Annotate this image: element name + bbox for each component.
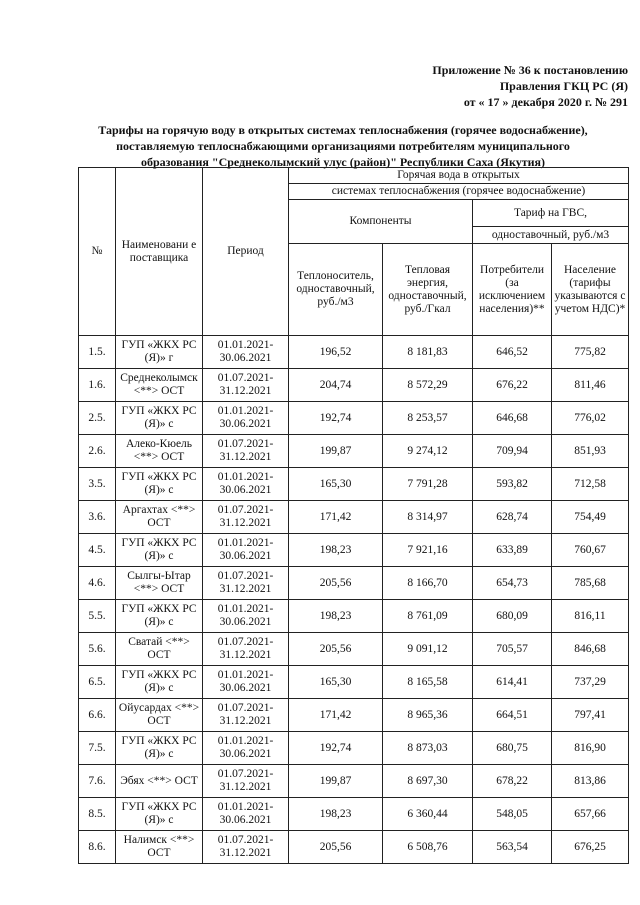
row-num: 4.5. (79, 534, 116, 567)
header-supplier: Наименовани е поставщика (116, 168, 203, 336)
row-heat-energy: 7 921,16 (383, 534, 473, 567)
header-components: Компоненты (289, 200, 473, 244)
appendix-line-1: Приложение № 36 к постановлению (432, 63, 628, 77)
row-heat-energy: 9 091,12 (383, 633, 473, 666)
row-num: 2.5. (79, 402, 116, 435)
row-population: 816,90 (552, 732, 629, 765)
row-consumers: 593,82 (473, 468, 552, 501)
row-num: 7.6. (79, 765, 116, 798)
row-heat-carrier: 205,56 (289, 567, 383, 600)
title-line-1: Тарифы на горячую воду в открытых системах теплоснабжения (горячее водоснабжение), (98, 123, 588, 137)
row-period: 01.07.2021-31.12.2021 (203, 369, 289, 402)
row-consumers: 680,75 (473, 732, 552, 765)
row-population: 775,82 (552, 336, 629, 369)
header-num: № (79, 168, 116, 336)
row-supplier: Сылгы-Ытар <**> ОСТ (116, 567, 203, 600)
row-consumers: 654,73 (473, 567, 552, 600)
row-consumers: 676,22 (473, 369, 552, 402)
row-heat-carrier: 171,42 (289, 501, 383, 534)
header-hot-water-line-1: Горячая вода в открытых (289, 168, 629, 184)
row-period: 01.07.2021-31.12.2021 (203, 765, 289, 798)
table-row (79, 534, 629, 567)
row-consumers: 646,52 (473, 336, 552, 369)
row-population: 785,68 (552, 567, 629, 600)
row-consumers: 678,22 (473, 765, 552, 798)
table-row (79, 567, 629, 600)
row-period: 01.01.2021-30.06.2021 (203, 798, 289, 831)
row-heat-carrier: 171,42 (289, 699, 383, 732)
table-row (79, 699, 629, 732)
row-population: 760,67 (552, 534, 629, 567)
row-num: 4.6. (79, 567, 116, 600)
title-line-2: поставляемую теплоснабжающими организациями потребителям муниципального (116, 139, 570, 153)
row-supplier: Налимск <**> ОСТ (116, 831, 203, 864)
row-heat-carrier: 205,56 (289, 831, 383, 864)
row-population: 816,11 (552, 600, 629, 633)
row-consumers: 633,89 (473, 534, 552, 567)
row-num: 1.5. (79, 336, 116, 369)
row-heat-energy: 6 360,44 (383, 798, 473, 831)
row-heat-energy: 7 791,28 (383, 468, 473, 501)
row-supplier: ГУП «ЖКХ РС (Я)» с (116, 468, 203, 501)
table-row (79, 600, 629, 633)
row-num: 7.5. (79, 732, 116, 765)
header-hot-water-line-2: системах теплоснабжения (горячее водоснабжение) (289, 184, 629, 200)
row-supplier: ГУП «ЖКХ РС (Я)» г (116, 336, 203, 369)
row-consumers: 628,74 (473, 501, 552, 534)
table-row (79, 666, 629, 699)
row-heat-carrier: 165,30 (289, 666, 383, 699)
row-heat-energy: 8 314,97 (383, 501, 473, 534)
row-population: 811,46 (552, 369, 629, 402)
row-heat-energy: 8 572,29 (383, 369, 473, 402)
row-heat-carrier: 204,74 (289, 369, 383, 402)
table-row (79, 336, 629, 369)
row-heat-energy: 8 253,57 (383, 402, 473, 435)
table-row (79, 633, 629, 666)
row-num: 2.6. (79, 435, 116, 468)
row-consumers: 646,68 (473, 402, 552, 435)
row-num: 3.5. (79, 468, 116, 501)
table-row (79, 765, 629, 798)
row-heat-carrier: 165,30 (289, 468, 383, 501)
header-heat-carrier: Теплоноситель, одноставочный, руб./м3 (289, 244, 383, 336)
row-heat-energy: 8 761,09 (383, 600, 473, 633)
row-consumers: 548,05 (473, 798, 552, 831)
row-population: 712,58 (552, 468, 629, 501)
row-heat-carrier: 198,23 (289, 600, 383, 633)
row-period: 01.01.2021-30.06.2021 (203, 336, 289, 369)
row-heat-energy: 8 181,83 (383, 336, 473, 369)
row-heat-energy: 8 165,58 (383, 666, 473, 699)
row-supplier: ГУП «ЖКХ РС (Я)» с (116, 798, 203, 831)
row-population: 813,86 (552, 765, 629, 798)
row-consumers: 664,51 (473, 699, 552, 732)
row-num: 8.6. (79, 831, 116, 864)
row-population: 754,49 (552, 501, 629, 534)
row-period: 01.07.2021-31.12.2021 (203, 633, 289, 666)
row-supplier: ГУП «ЖКХ РС (Я)» с (116, 666, 203, 699)
row-heat-energy: 9 274,12 (383, 435, 473, 468)
table-row (79, 831, 629, 864)
header-heat-energy: Тепловая энергия, одноставочный, руб./Гкал (383, 244, 473, 336)
table-row (79, 732, 629, 765)
row-num: 5.5. (79, 600, 116, 633)
row-period: 01.01.2021-30.06.2021 (203, 534, 289, 567)
row-supplier: ГУП «ЖКХ РС (Я)» с (116, 534, 203, 567)
row-heat-energy: 8 965,36 (383, 699, 473, 732)
table-row (79, 369, 629, 402)
title-line-3: образования "Среднеколымский улус (район)" Республики Саха (Якутия) (140, 155, 545, 169)
row-num: 3.6. (79, 501, 116, 534)
row-supplier: Сватай <**> ОСТ (116, 633, 203, 666)
row-consumers: 563,54 (473, 831, 552, 864)
row-supplier: Аргахтах <**> ОСТ (116, 501, 203, 534)
table-row (79, 501, 629, 534)
header-tariff-line-2: одноставочный, руб./м3 (473, 227, 629, 244)
row-period: 01.07.2021-31.12.2021 (203, 435, 289, 468)
row-supplier: Эбях <**> ОСТ (116, 765, 203, 798)
row-supplier: ГУП «ЖКХ РС (Я)» с (116, 402, 203, 435)
row-heat-carrier: 199,87 (289, 435, 383, 468)
row-population: 851,93 (552, 435, 629, 468)
tariff-table (78, 167, 629, 864)
row-supplier: Алеко-Кюель <**> ОСТ (116, 435, 203, 468)
row-period: 01.01.2021-30.06.2021 (203, 666, 289, 699)
appendix-line-2: Правления ГКЦ РС (Я) (499, 79, 628, 93)
appendix-header (432, 62, 628, 110)
table-row (79, 798, 629, 831)
row-heat-carrier: 199,87 (289, 765, 383, 798)
row-heat-carrier: 198,23 (289, 798, 383, 831)
row-supplier: Среднеколымск <**> ОСТ (116, 369, 203, 402)
row-population: 657,66 (552, 798, 629, 831)
row-population: 846,68 (552, 633, 629, 666)
row-period: 01.01.2021-30.06.2021 (203, 600, 289, 633)
row-heat-energy: 8 873,03 (383, 732, 473, 765)
row-population: 776,02 (552, 402, 629, 435)
appendix-line-3: от « 17 » декабря 2020 г. № 291 (463, 95, 628, 109)
row-period: 01.07.2021-31.12.2021 (203, 831, 289, 864)
table-row (79, 435, 629, 468)
row-heat-carrier: 198,23 (289, 534, 383, 567)
row-consumers: 680,09 (473, 600, 552, 633)
row-num: 6.6. (79, 699, 116, 732)
row-period: 01.01.2021-30.06.2021 (203, 468, 289, 501)
row-num: 1.6. (79, 369, 116, 402)
row-heat-carrier: 192,74 (289, 402, 383, 435)
row-heat-carrier: 192,74 (289, 732, 383, 765)
row-num: 6.5. (79, 666, 116, 699)
header-period: Период (203, 168, 289, 336)
header-population: Население (тарифы указываются с учетом НДС)* (552, 244, 629, 336)
row-consumers: 705,57 (473, 633, 552, 666)
document-title (60, 122, 626, 170)
header-consumers: Потребители (за исключением населения)** (473, 244, 552, 336)
row-period: 01.07.2021-31.12.2021 (203, 699, 289, 732)
row-population: 676,25 (552, 831, 629, 864)
row-supplier: ГУП «ЖКХ РС (Я)» с (116, 600, 203, 633)
row-population: 737,29 (552, 666, 629, 699)
header-tariff-line-1: Тариф на ГВС, (473, 200, 629, 227)
row-heat-energy: 6 508,76 (383, 831, 473, 864)
row-heat-carrier: 205,56 (289, 633, 383, 666)
row-heat-energy: 8 697,30 (383, 765, 473, 798)
row-period: 01.07.2021-31.12.2021 (203, 567, 289, 600)
row-consumers: 709,94 (473, 435, 552, 468)
row-supplier: Ойусардах <**> ОСТ (116, 699, 203, 732)
row-consumers: 614,41 (473, 666, 552, 699)
row-population: 797,41 (552, 699, 629, 732)
row-heat-carrier: 196,52 (289, 336, 383, 369)
table-row (79, 468, 629, 501)
row-period: 01.01.2021-30.06.2021 (203, 402, 289, 435)
row-period: 01.07.2021-31.12.2021 (203, 501, 289, 534)
table-row (79, 402, 629, 435)
row-supplier: ГУП «ЖКХ РС (Я)» с (116, 732, 203, 765)
tariff-table-body (79, 336, 629, 864)
row-num: 5.6. (79, 633, 116, 666)
row-period: 01.01.2021-30.06.2021 (203, 732, 289, 765)
row-num: 8.5. (79, 798, 116, 831)
row-heat-energy: 8 166,70 (383, 567, 473, 600)
